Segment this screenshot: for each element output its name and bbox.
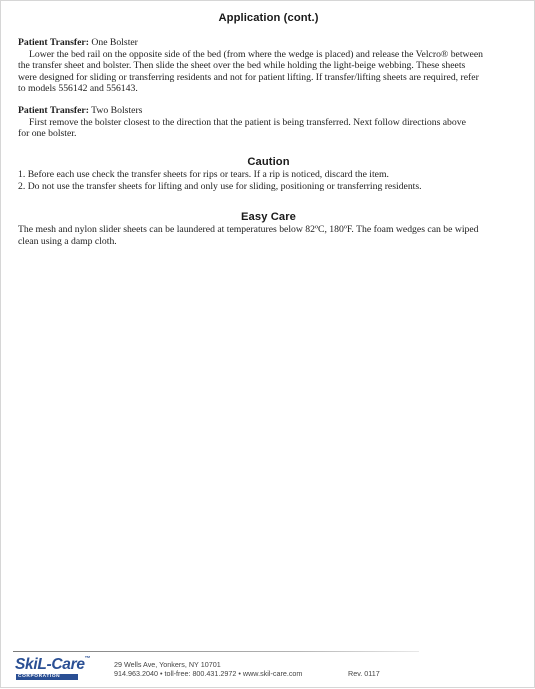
paragraph-line: the transfer sheet and bolster. Then slide the sheet over the bed while holding the light-beige webbing. These sheets	[18, 60, 466, 72]
footer-divider	[13, 651, 419, 652]
company-logo	[15, 656, 107, 682]
revision-label: Rev. 0117	[348, 669, 380, 678]
logo-wordmark: SkiL-Care™	[15, 656, 91, 673]
logo-corporation-bar: CORPORATION	[16, 674, 78, 680]
paragraph-line: The mesh and nylon slider sheets can be laundered at temperatures below 82ºC, 180ºF. The foam wedges can be wiped	[18, 224, 479, 235]
caution-item: 2. Do not use the transfer sheets for lifting and only use for sliding, positioning or transferring residents.	[18, 180, 422, 192]
paragraph-line: Lower the bed rail on the opposite side of the bed (from where the wedge is placed) and release the Velcro® between	[29, 48, 483, 60]
paragraph-line: clean using a damp cloth.	[18, 235, 117, 247]
paragraph-line: were designed for sliding or transferring residents and not for patient lifting. If transfer/lifting sheets are required, refer	[18, 71, 479, 83]
contact-line: 914.963.2040 • toll-free: 800.431.2972 • www.skil-care.com	[114, 669, 303, 678]
address-line: 29 Wells Ave, Yonkers, NY 10701	[114, 660, 221, 669]
section-easy-care	[18, 224, 523, 247]
easy-care-heading: Easy Care	[240, 211, 296, 223]
section-caution	[18, 169, 523, 192]
caution-heading: Caution	[247, 156, 290, 168]
section-one-bolster	[18, 37, 523, 95]
paragraph-line: First remove the bolster closest to the direction that the patient is being transferred. Next follow directions above	[29, 116, 466, 128]
paragraph-line: to models 556142 and 556143.	[18, 83, 138, 95]
caution-item: 1. Before each use check the transfer sheets for rips or tears. If a rip is noticed, discard the item.	[18, 169, 389, 180]
section-two-bolsters	[18, 105, 523, 140]
section-label: Patient Transfer:	[18, 105, 89, 116]
document-page	[1, 1, 535, 689]
paragraph-line: for one bolster.	[18, 128, 77, 140]
company-address	[114, 660, 302, 678]
section-subtitle: One Bolster	[88, 37, 138, 48]
section-label: Patient Transfer:	[18, 37, 89, 48]
section-subtitle: Two Bolsters	[88, 105, 143, 116]
page-title: Application (cont.)	[218, 12, 319, 24]
